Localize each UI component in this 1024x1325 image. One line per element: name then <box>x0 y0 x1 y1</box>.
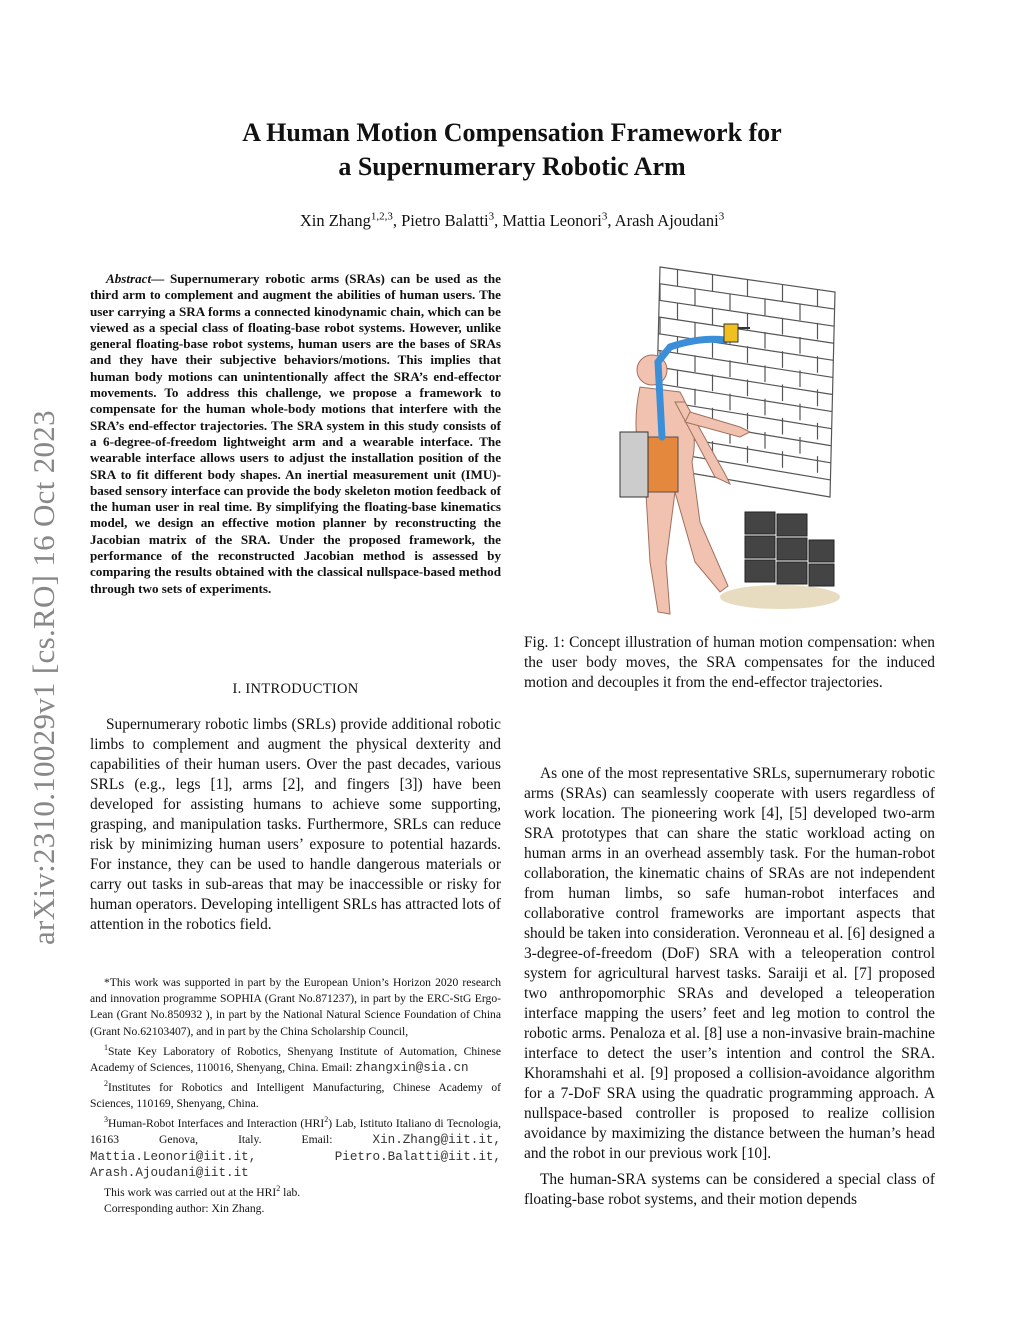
introduction-text <box>90 715 501 941</box>
section-heading: I. INTRODUCTION <box>232 681 359 697</box>
author: Mattia Leonori$^3$, <box>502 210 615 230</box>
author: Xin Zhang$^{1,2,3}$, <box>299 210 402 230</box>
affiliation-3: $^3$Human-Robot Interfaces and Interaction (HRI$^2$) Lab, Istituto Italiano di Tecnologia, 16163 Genova, Italy. Email: Xin.Zhang@iit.it, Mattia.Leonori@iit.it, Pietro.Balatti@iit.it, Arash.Ajoudani@iit.it <box>90 1115 501 1180</box>
arxiv-identifier: arXiv:2310.10029v1 [cs.RO] 16 Oct 2023 <box>26 410 61 945</box>
figure-caption: Fig. 1: Concept illustration of human motion compensation: when the user body moves, the SRA compensates for the induced motion and decouples it from the end-effector trajectories. <box>524 634 935 691</box>
corresponding-author: Corresponding author: Xin Zhang. <box>104 1202 265 1216</box>
author-list <box>0 210 1024 231</box>
abstract-label: Abstract <box>106 271 152 286</box>
funding-note: *This work was supported in part by the European Union’s Horizon 2020 research and innovation programme SOPHIA (Grant No.871237), in part by the ERC-StG Ergo-Lean (Grant No.850932 ), in part by the National Natural Science Foundation of China (Grant No.62103407), and in part by the China Scholarship Council, <box>90 976 501 1038</box>
affiliation-2: $^2$Institutes for Robotics and Intelligent Manufacturing, Chinese Academy of Sciences, 110169, Shenyang, China. <box>90 1079 501 1111</box>
lab-note: This work was carried out at the HRI$^2$ lab. <box>104 1184 301 1199</box>
abstract-text: — Supernumerary robotic arms (SRAs) can be used as the third arm to complement and augment the abilities of human users. The user carrying a SRA forms a connected kinodynamic chain, which can be viewed as a special class of floating-base robot systems. However, unlike general floating-base robot systems, human users are the bases of SRAs and they have their subjective behaviors/motions. This implies that human body motions can unintentionally affect the SRA’s end-effector movements. To address this challenge, we propose a framework to compensate for the human whole-body motions that interfere with the SRA’s end-effector trajectories. The SRA system in this study consists of a 6-degree-of-freedom lightweight arm and a wearable interface. The wearable interface allows users to adjust the installation position of the SRA to fit different body shapes. An inertial measurement unit (IMU)-based sensory interface can provide the body skeleton motion feedback of the human user in real time. By simplifying the floating-base kinematics model, we design an effective motion planner by reconstructing the Jacobian matrix of the SRA. Under the proposed framework, the performance of the reconstructed Jacobian method is assessed by comparing the results obtained with the classical nullspace-based method through two sets of experiments. <box>90 271 501 596</box>
title-line-1: A Human Motion Compensation Framework for <box>242 118 782 147</box>
paragraph: The human-SRA systems can be considered a special class of floating-base robot systems, and their motion depends <box>524 1171 935 1208</box>
paragraph: As one of the most representative SRLs, supernumerary robotic arms (SRAs) can seamlessly cooperate with users regardless of work location. The pioneering work [4], [5] developed two-arm SRA prototypes that can share the static workload acting on human arms in an overhead assembly task. For the human-robot collaboration, the kinematic chains of SRAs are not independent from human limbs, so safe human-robot interfaces and collaborative control frameworks are important aspects that should be taken into consideration. Veronneau et al. [6] designed a 3-degree-of-freedom (DoF) SRA with a teleoperation control system for agricultural harvest tasks. Saraiji et al. [7] proposed two anthropomorphic SRAs and developed a teleoperation interface mapping the users’ feet and leg motion to control the robotic arms. Penaloza et al. [8] use a non-invasive brain-machine interface to detect the user’s intention and control the SRA. Khoramshahi et al. [9] proposed a collision-avoidance algorithm for a 7-DoF SRA using the quadratic programming approach. A nullspace-based controller is proposed to realize collision avoidance by maximizing the distance between the human’s head and the robot in our previous work [10]. <box>524 765 935 1162</box>
author: Pietro Balatti$^3$, <box>401 210 503 230</box>
title-line-2: a Supernumerary Robotic Arm <box>338 152 686 181</box>
paper-title <box>0 116 1024 184</box>
affiliation-1: $^1$State Key Laboratory of Robotics, Shenyang Institute of Automation, Chinese Academy of Sciences, 110016, Shenyang, China. Email: zhangxin@sia.cn <box>90 1042 501 1075</box>
right-column-text <box>524 764 935 1216</box>
backpack <box>620 432 678 497</box>
author: Arash Ajoudani$^3$ <box>614 210 725 230</box>
concept-illustration <box>600 262 845 627</box>
floor-shadow <box>720 585 840 609</box>
footnotes <box>90 975 501 1217</box>
paragraph: Supernumerary robotic limbs (SRLs) provide additional robotic limbs to complement and augment the physical dexterity and capabilities of their human users. Over the past decades, various SRLs (e.g., legs [1], arms [2], and fingers [3]) have been developed for assisting humans to achieve some supporting, grasping, and manipulation tasks. Furthermore, SRLs can reduce risk by minimizing human users’ exposure to potential hazards. For instance, they can be used to handle dangerous materials or carry out tasks in sub-areas that may be inaccessible or risky for human operators. Developing intelligent SRLs has attracted lots of attention in the robotics field. <box>90 716 501 933</box>
abstract <box>90 271 501 597</box>
concrete-blocks <box>745 512 834 586</box>
